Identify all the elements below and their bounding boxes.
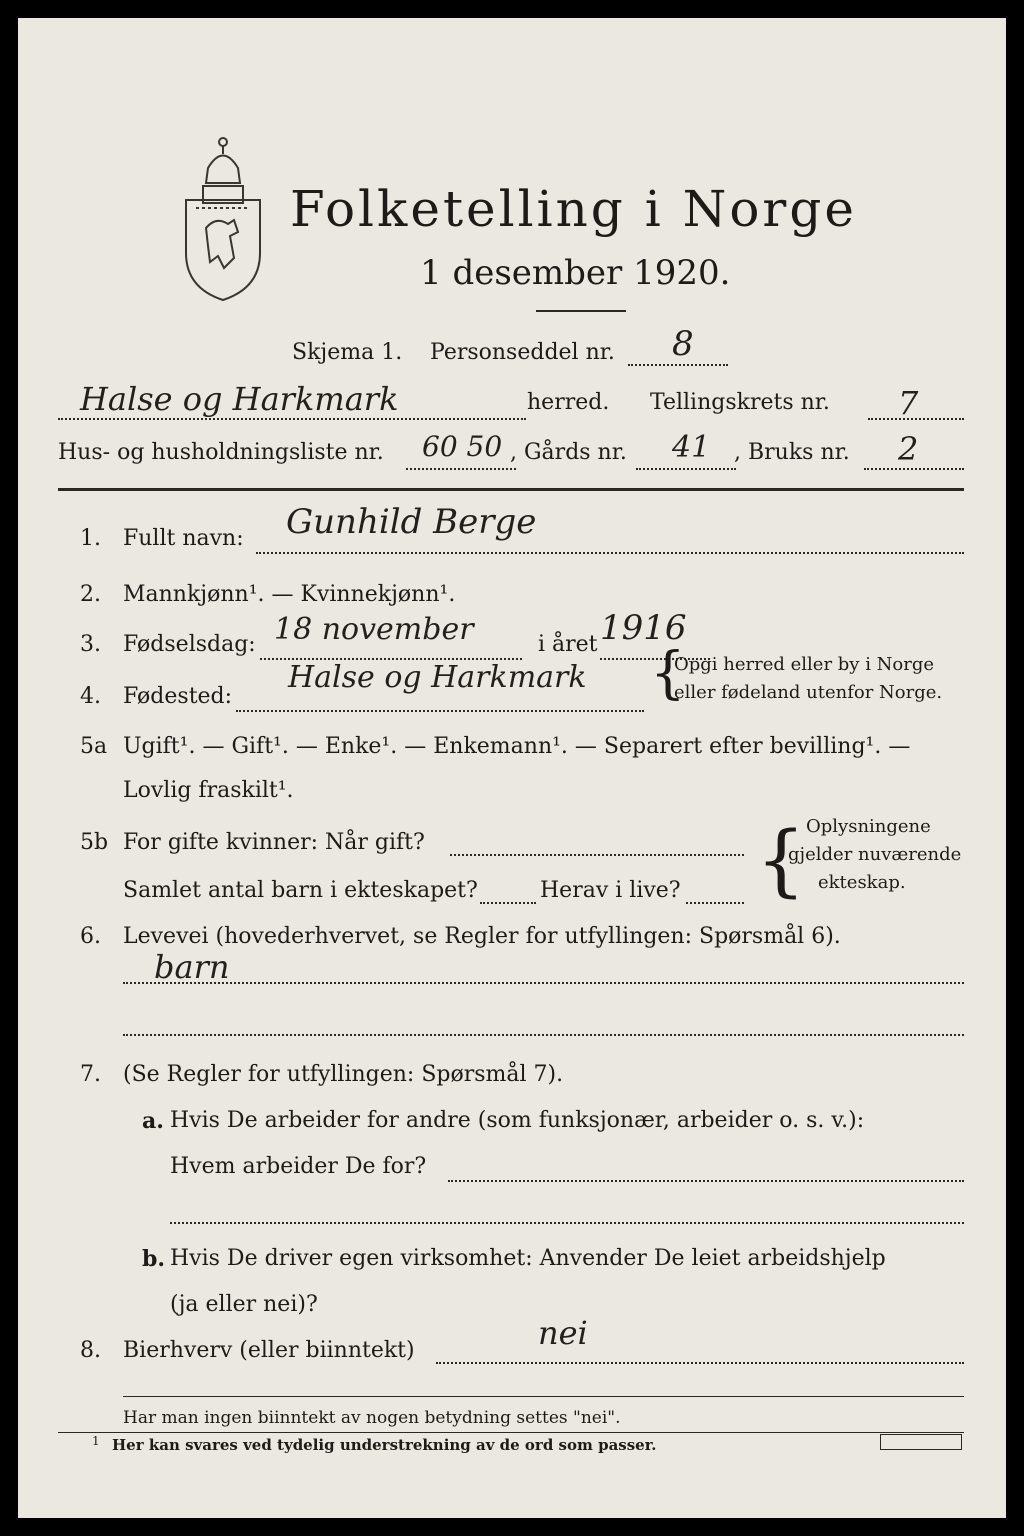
q5b-number: 5b <box>80 830 109 855</box>
q4-line <box>236 710 644 712</box>
gards-label: , Gårds nr. <box>510 440 627 465</box>
printer-stamp <box>880 1434 962 1450</box>
footer-note: Har man ingen biinntekt av nogen betydning settes "nei". <box>123 1408 621 1428</box>
title-divider <box>536 310 626 312</box>
footnote-mark: 1 <box>92 1434 100 1448</box>
q4-label: Fødested: <box>123 684 233 709</box>
q5b-note-3: ekteskap. <box>818 872 906 893</box>
q7a-label: Hvis De arbeider for andre (som funksjonær, arbeider o. s. v.): <box>170 1108 865 1133</box>
q7a-line-2 <box>170 1222 964 1224</box>
q7b-label: Hvis De driver egen virksomhet: Anvender De leiet arbeidshjelp <box>170 1246 886 1271</box>
q5b-brace: { <box>756 816 806 906</box>
q2-label: Mannkjønn¹. — Kvinnekjønn¹. <box>123 582 456 607</box>
q5b-alive-line <box>686 902 744 904</box>
q5a-label-2: Lovlig fraskilt¹. <box>123 778 294 803</box>
header-divider <box>58 488 964 491</box>
q6-label: Levevei (hovederhvervet, se Regler for utfyllingen: Spørsmål 6). <box>123 924 841 949</box>
q6-number: 6. <box>80 924 101 949</box>
q1-line <box>256 552 964 554</box>
q5b-note-2: gjelder nuværende <box>788 844 962 865</box>
census-form <box>18 18 1006 1518</box>
tellingskrets-value[interactable]: 7 <box>898 384 919 422</box>
q8-line <box>436 1362 964 1364</box>
q6-line-1 <box>123 982 964 984</box>
q4-note-2: eller fødeland utenfor Norge. <box>674 682 943 703</box>
footnote-text: Her kan svares ved tydelig understrekning av de ord som passer. <box>112 1436 657 1454</box>
q6-value[interactable]: barn <box>154 948 230 986</box>
gards-value[interactable]: 41 <box>672 430 711 465</box>
q5a-label: Ugift¹. — Gift¹. — Enke¹. — Enkemann¹. — Separert efter bevilling¹. — <box>123 734 911 759</box>
q1-label: Fullt navn: <box>123 526 244 551</box>
q5b-label: For gifte kvinner: Når gift? <box>123 830 425 855</box>
q7b-letter: b. <box>142 1246 166 1272</box>
form-title: Folketelling i Norge <box>290 180 857 238</box>
q8-number: 8. <box>80 1338 101 1363</box>
bruks-value[interactable]: 2 <box>898 430 919 468</box>
q8-value[interactable]: nei <box>538 1314 588 1352</box>
q7a-label-2: Hvem arbeider De for? <box>170 1154 427 1179</box>
q6-line-2 <box>123 1034 964 1036</box>
skjema-label: Skjema 1. <box>292 340 403 365</box>
personseddel-value[interactable]: 8 <box>672 324 694 364</box>
hus-value[interactable]: 60 50 <box>422 430 503 463</box>
herred-value[interactable]: Halse og Harkmark <box>80 380 399 418</box>
q2-number: 2. <box>80 582 101 607</box>
q4-brace: { <box>650 641 686 706</box>
q3-year-label: i året <box>538 632 598 657</box>
q1-number: 1. <box>80 526 101 551</box>
q5a-number: 5a <box>80 734 108 759</box>
q5b-label-3: Herav i live? <box>540 878 681 903</box>
footnote-divider <box>58 1432 964 1433</box>
q5b-note-1: Oplysningene <box>806 816 931 837</box>
bruks-label: , Bruks nr. <box>734 440 850 465</box>
q5b-married-line <box>450 854 744 856</box>
hus-line <box>406 468 516 470</box>
personseddel-label: Personseddel nr. <box>430 340 615 365</box>
q7a-line-1 <box>448 1180 964 1182</box>
q7b-label-2: (ja eller nei)? <box>170 1292 318 1317</box>
hus-label: Hus- og husholdningsliste nr. <box>58 440 384 465</box>
q7-number: 7. <box>80 1062 101 1087</box>
q4-value[interactable]: Halse og Harkmark <box>288 660 587 695</box>
q7a-letter: a. <box>142 1108 164 1134</box>
bruks-line <box>864 468 964 470</box>
gards-line <box>636 468 736 470</box>
q4-number: 4. <box>80 684 101 709</box>
q4-note-1: Opgi herred eller by i Norge <box>674 654 935 675</box>
q3-number: 3. <box>80 632 101 657</box>
herred-line <box>58 418 526 420</box>
tellingskrets-label: Tellingskrets nr. <box>650 390 830 415</box>
q3-value[interactable]: 18 november <box>274 612 474 647</box>
q8-label: Bierhverv (eller biinntekt) <box>123 1338 415 1363</box>
q7-label: (Se Regler for utfyllingen: Spørsmål 7). <box>123 1062 564 1087</box>
form-date: 1 desember 1920. <box>420 253 731 293</box>
footer-divider <box>123 1396 964 1397</box>
q5b-children-line <box>480 902 536 904</box>
q1-value[interactable]: Gunhild Berge <box>286 502 537 542</box>
personseddel-line <box>628 364 728 366</box>
q3-year-value[interactable]: 1916 <box>600 608 687 648</box>
q5b-label-2: Samlet antal barn i ekteskapet? <box>123 878 478 903</box>
coat-of-arms-emblem <box>168 128 278 303</box>
q3-label: Fødselsdag: <box>123 632 256 657</box>
herred-label: herred. <box>527 390 610 415</box>
